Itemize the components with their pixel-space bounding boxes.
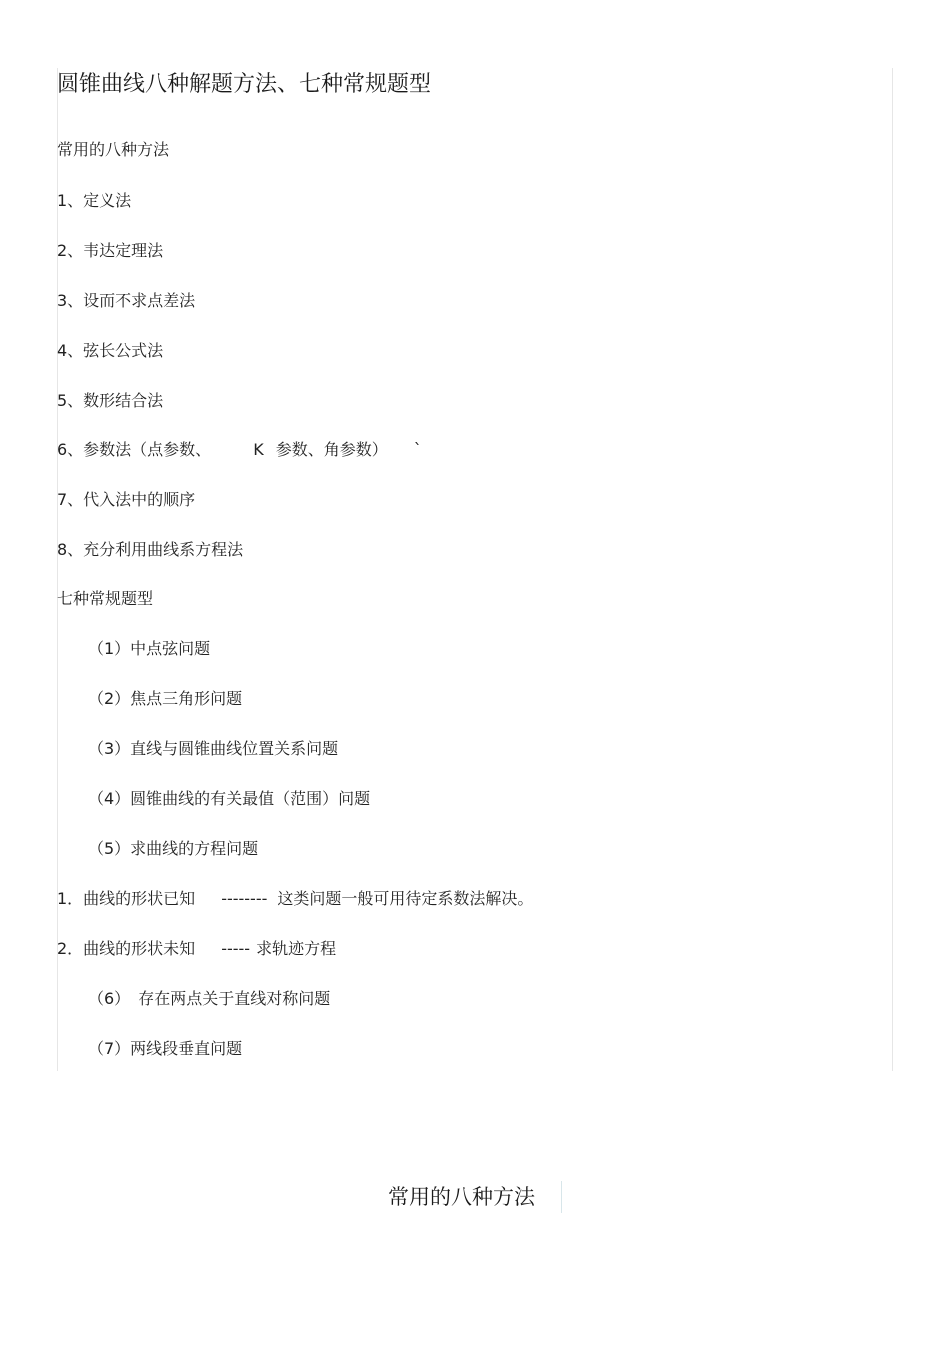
type-item: （5）求曲线的方程问题: [88, 839, 259, 858]
subcase-unknown-text: 求轨迹方程: [256, 939, 337, 958]
type-item: （2）焦点三角形问题: [88, 689, 243, 708]
methods-heading: 常用的八种方法: [57, 140, 170, 159]
type-item: （1）中点弦问题: [88, 639, 211, 658]
subcase-known-text: 这类问题一般可用待定系数法解决。: [277, 889, 534, 908]
method-item-6: [57, 439, 422, 461]
method-item: 2、韦达定理法: [57, 241, 164, 260]
method-item: 3、设而不求点差法: [57, 291, 196, 310]
subcase-known-label: 1．曲线的形状已知: [57, 889, 196, 908]
next-page-heading: 常用的八种方法: [385, 1181, 562, 1213]
method-item: 8、充分利用曲线系方程法: [57, 540, 244, 559]
types-heading: 七种常规题型: [57, 589, 154, 608]
method-6-tail: `: [413, 440, 422, 459]
method-item: 4、弦长公式法: [57, 341, 164, 360]
subcase-unknown-dash: -----: [221, 939, 251, 958]
subcase-known-dash: --------: [221, 889, 268, 908]
type-item: （3）直线与圆锥曲线位置关系问题: [88, 739, 339, 758]
type-item: （7）两线段垂直问题: [88, 1039, 243, 1058]
method-6-rest: 参数、角参数）: [275, 440, 388, 459]
subcase-unknown: [57, 938, 336, 960]
type-6-label: （6）: [88, 989, 131, 1008]
document-title: 圆锥曲线八种解题方法、七种常规题型: [57, 72, 432, 97]
method-item: 1、定义法: [57, 191, 132, 210]
method-item: 5、数形结合法: [57, 391, 164, 410]
subcase-unknown-label: 2．曲线的形状未知: [57, 939, 196, 958]
page-frame: [57, 68, 893, 1071]
type-6-text: 存在两点关于直线对称问题: [138, 989, 331, 1008]
type-item: （4）圆锥曲线的有关最值（范围）问题: [88, 789, 371, 808]
subcase-known: [57, 888, 533, 910]
method-6-label: 6、参数法（点参数、: [57, 440, 212, 459]
method-item: 7、代入法中的顺序: [57, 490, 196, 509]
type-item-6: [88, 988, 330, 1010]
method-6-k: K: [253, 440, 264, 459]
